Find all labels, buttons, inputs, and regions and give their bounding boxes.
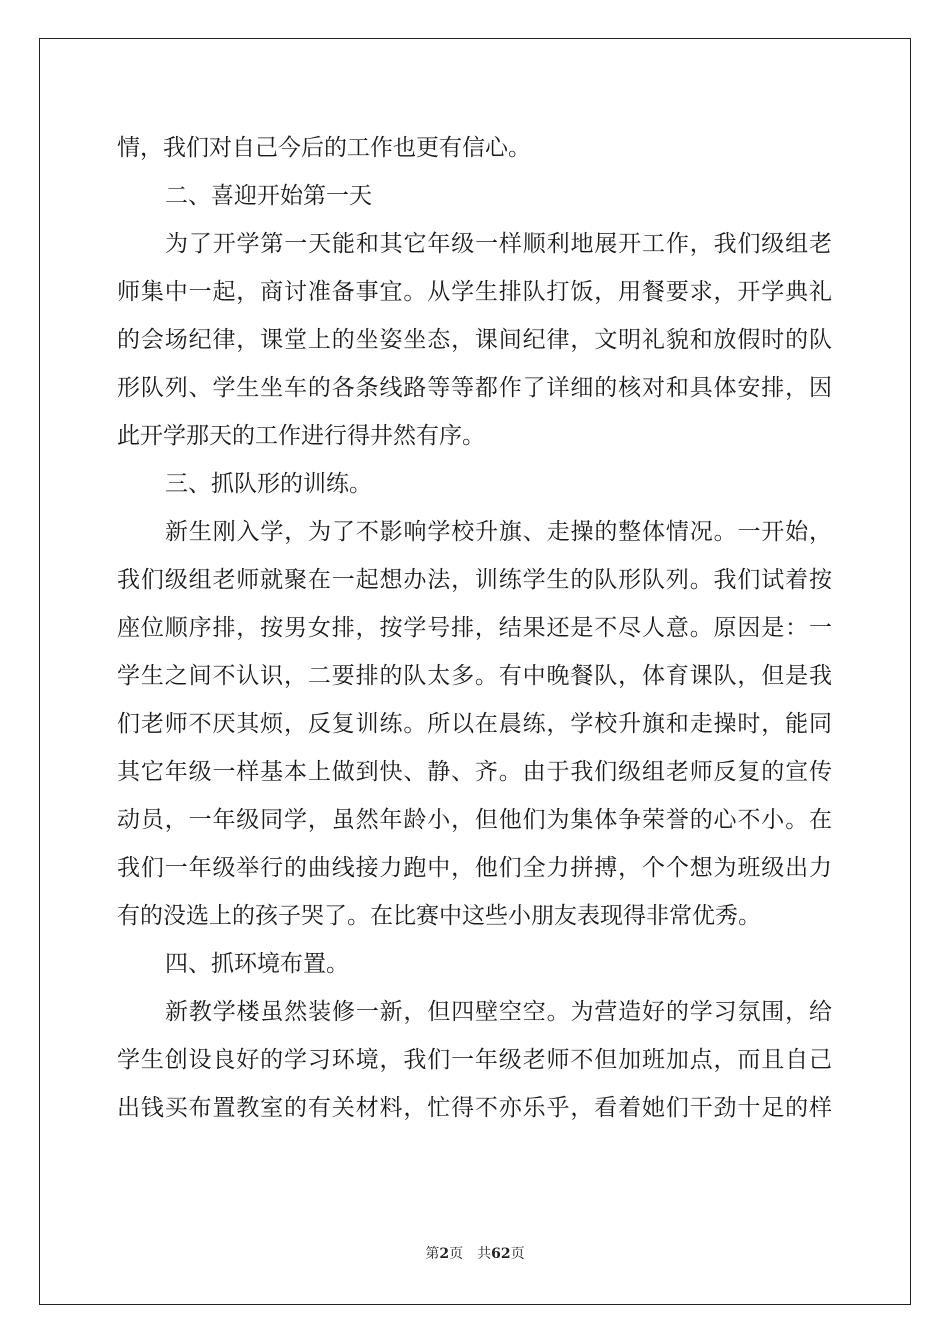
text-line: 为了开学第一天能和其它年级一样顺利地展开工作，我们级组老 [165, 231, 832, 257]
text-line: 有的没选上的孩子哭了。在比赛中这些小朋友表现得非常优秀。 [117, 903, 761, 929]
text-line: 学生创设良好的学习环境，我们一年级老师不但加班加点，而且自己 [117, 1047, 832, 1073]
text-line: 情，我们对自己今后的工作也更有信心。 [117, 135, 531, 161]
text-line: 学生之间不认识，二要排的队太多。有中晚餐队，体育课队，但是我 [117, 663, 832, 689]
text-line: 动员，一年级同学，虽然年龄小，但他们为集体争荣誉的心不小。在 [117, 807, 832, 833]
text-line: 新教学楼虽然装修一新，但四壁空空。为营造好的学习氛围，给 [165, 999, 832, 1025]
text-line: 我们一年级举行的曲线接力跑中，他们全力拼搏，个个想为班级出力 [117, 855, 832, 881]
current-page-number: 2 [439, 1246, 450, 1262]
page-footer [0, 1243, 950, 1263]
total-unit: 页 [510, 1246, 525, 1262]
text-line: 此开学那天的工作进行得井然有序。 [117, 423, 485, 449]
section-heading: 三、抓队形的训练。 [165, 471, 372, 497]
text-line: 其它年级一样基本上做到快、静、齐。由于我们级组老师反复的宣传 [117, 759, 832, 785]
page-prefix: 第 [425, 1246, 440, 1262]
section-heading: 二、喜迎开始第一天 [165, 183, 372, 209]
page-unit: 页 [449, 1246, 464, 1262]
text-line: 座位顺序排，按男女排，按学号排，结果还是不尽人意。原因是：一 [117, 615, 832, 641]
total-page-count: 62 [491, 1246, 511, 1262]
text-line: 出钱买布置教室的有关材料，忙得不亦乐乎，看着她们干劲十足的样 [117, 1095, 832, 1121]
text-line: 们老师不厌其烦，反复训练。所以在晨练，学校升旗和走操时，能同 [117, 711, 832, 737]
section-heading: 四、抓环境布置。 [165, 951, 349, 977]
text-line: 形队列、学生坐车的各条线路等等都作了详细的核对和具体安排，因 [117, 375, 832, 401]
text-line: 我们级组老师就聚在一起想办法，训练学生的队形队列。我们试着按 [117, 567, 832, 593]
text-line: 师集中一起，商讨准备事宜。从学生排队打饭，用餐要求，开学典礼 [117, 279, 832, 305]
total-prefix: 共 [477, 1246, 492, 1262]
text-line: 的会场纪律，课堂上的坐姿坐态，课间纪律，文明礼貌和放假时的队 [117, 327, 832, 353]
text-line: 新生刚入学，为了不影响学校升旗、走操的整体情况。一开始， [165, 519, 832, 545]
